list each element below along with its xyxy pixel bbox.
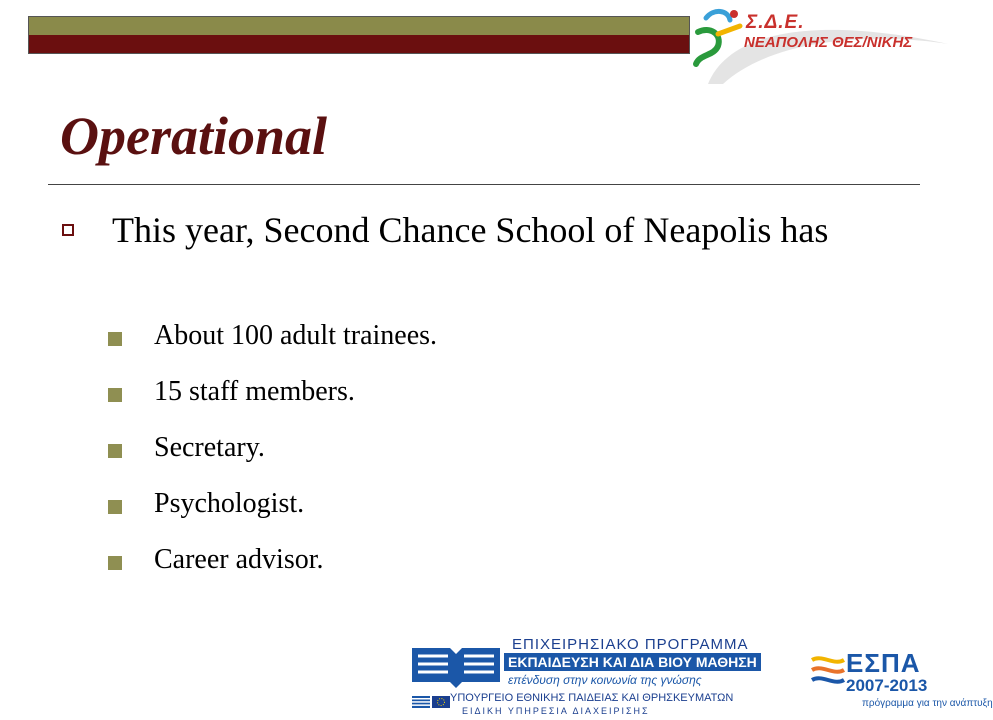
square-bullet-icon	[108, 388, 122, 402]
square-bullet-icon	[108, 556, 122, 570]
program-slogan: επένδυση στην κοινωνία της γνώσης	[508, 673, 702, 687]
header-bar-maroon-band	[29, 35, 689, 53]
sub-bullet-text: Secretary.	[154, 432, 265, 463]
sub-bullet-text: About 100 adult trainees.	[154, 320, 438, 351]
open-book-emblem-icon	[410, 642, 502, 688]
school-logo	[688, 4, 956, 90]
program-line2: ΕΚΠΑΙΔΕΥΣΗ ΚΑΙ ΔΙΑ ΒΙΟΥ ΜΑΘΗΣΗ	[504, 653, 761, 671]
sub-bullet-text: 15 staff members.	[154, 376, 355, 407]
school-logo-line2: ΝΕΑΠΟΛΗΣ ΘΕΣ/ΝΙΚΗΣ	[744, 34, 913, 51]
program-line1: ΕΠΙΧΕΙΡΗΣΙΑΚΟ ΠΡΟΓΡΑΜΜΑ	[512, 636, 749, 653]
square-bullet-icon	[108, 332, 122, 346]
eu-flag-icon	[432, 696, 450, 708]
square-bullet-icon	[108, 444, 122, 458]
school-logo-line1: Σ.Δ.Ε.	[746, 12, 805, 33]
square-bullet-icon	[108, 500, 122, 514]
title-divider	[48, 184, 920, 185]
espa-logo	[810, 648, 993, 718]
espa-waves-icon	[810, 652, 846, 700]
espa-slogan: πρόγραμμα για την ανάπτυξη	[862, 698, 993, 709]
espa-title: ΕΣΠΑ	[846, 648, 921, 678]
ministry-text: ΥΠΟΥΡΓΕΙΟ ΕΘΝΙΚΗΣ ΠΑΙΔΕΙΑΣ ΚΑΙ ΘΡΗΣΚΕΥΜΑΤΩΝ	[450, 692, 734, 704]
header-bar	[28, 16, 690, 54]
header-bar-olive-band	[29, 17, 689, 35]
main-bullet-text: This year, Second Chance School of Neapolis has	[112, 210, 829, 250]
sub-bullet-text: Psychologist.	[154, 488, 305, 519]
slide-title: Operational	[60, 106, 328, 166]
hollow-square-bullet-icon	[62, 224, 74, 236]
sub-bullet-text: Career advisor.	[154, 544, 324, 575]
agency-text: ΕΙΔΙΚΗ ΥΠΗΡΕΣΙΑ ΔΙΑΧΕΙΡΙΣΗΣ	[462, 706, 650, 716]
greek-flag-icon	[412, 696, 430, 708]
program-logo	[410, 636, 830, 718]
espa-years: 2007-2013	[846, 676, 928, 695]
